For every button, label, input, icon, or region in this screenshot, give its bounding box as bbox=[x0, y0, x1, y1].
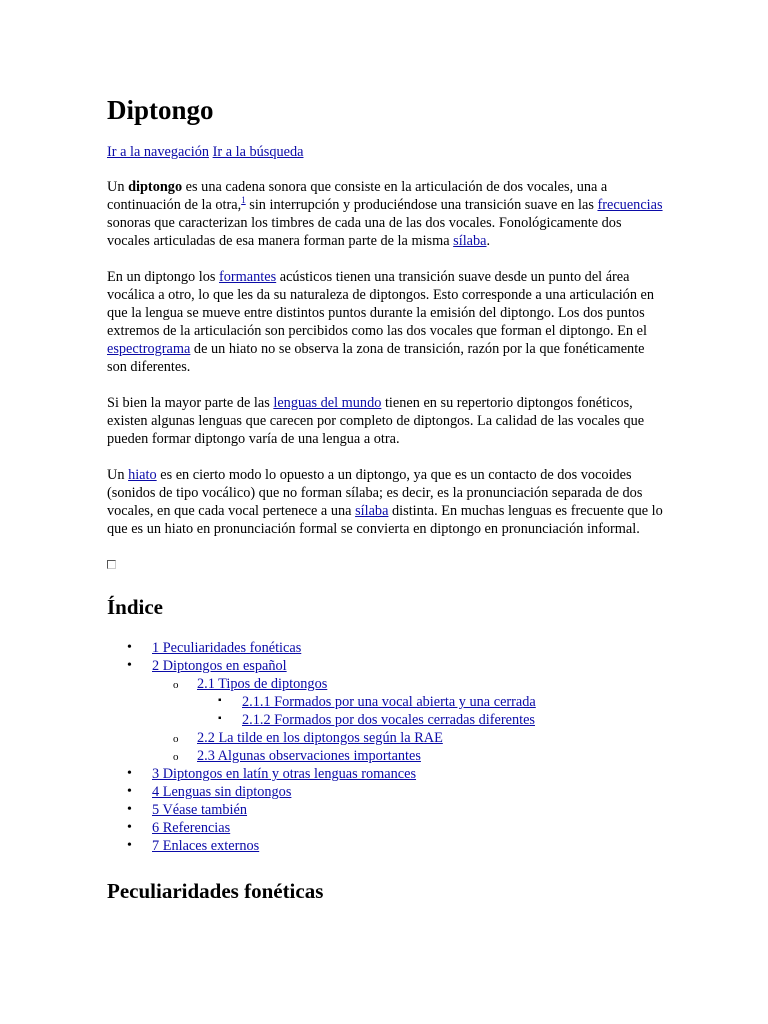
toc-item bbox=[107, 765, 667, 783]
intro-paragraph bbox=[107, 178, 667, 250]
silaba-link[interactable]: sílaba bbox=[453, 233, 487, 249]
toc-item bbox=[107, 783, 667, 801]
toc-item bbox=[107, 819, 667, 837]
square-bullet-icon: ▪ bbox=[218, 713, 222, 724]
disc-bullet-icon: • bbox=[127, 820, 132, 835]
text: tienen en su repertorio diptongos fonéticos, existen algunas lenguas que carecen por completo de diptongos. La calidad de las vocales que pueden formar diptongo varía de una lengua a otra. bbox=[107, 395, 645, 447]
espectrograma-link[interactable]: espectrograma bbox=[107, 341, 191, 357]
circle-bullet-icon: o bbox=[173, 733, 179, 745]
formantes-paragraph bbox=[107, 268, 667, 376]
toc-link[interactable]: 2.1.2 Formados por dos vocales cerradas diferentes bbox=[242, 712, 535, 728]
toc-link[interactable]: 3 Diptongos en latín y otras lenguas romances bbox=[152, 766, 417, 782]
toc-item bbox=[107, 837, 667, 855]
frecuencias-link[interactable]: frecuencias bbox=[597, 197, 663, 213]
text: sin interrupción y produciéndose una transición suave en las bbox=[245, 197, 598, 213]
table-of-contents bbox=[107, 639, 667, 855]
reference-1-link[interactable]: 1 bbox=[241, 195, 246, 206]
toc-link[interactable]: 2 Diptongos en español bbox=[152, 658, 287, 674]
hiato-link[interactable]: hiato bbox=[128, 467, 157, 483]
bold-term: diptongo bbox=[128, 179, 183, 195]
jump-to-search-link[interactable]: Ir a la búsqueda bbox=[212, 144, 304, 160]
lenguas-paragraph bbox=[107, 394, 667, 448]
disc-bullet-icon: • bbox=[127, 838, 132, 853]
text: es una cadena sonora que consiste en la articulación de dos vocales, una a continuación de la otra, bbox=[107, 179, 608, 213]
toc-link[interactable]: 2.1 Tipos de diptongos bbox=[197, 676, 328, 692]
disc-bullet-icon: • bbox=[127, 658, 132, 673]
silaba-link[interactable]: sílaba bbox=[355, 503, 389, 519]
text: sonoras que caracterizan los timbres de cada una de las dos vocales. Fonológicamente dos vocales articuladas de esa manera forman parte de la misma bbox=[107, 215, 622, 249]
toc-link[interactable]: 2.1.1 Formados por una vocal abierta y una cerrada bbox=[242, 694, 536, 710]
text: distinta. En muchas lenguas es frecuente que lo que es un hiato en pronunciación formal se convierta en diptongo en pronunciación informal. bbox=[107, 503, 663, 537]
toc-item bbox=[107, 801, 667, 819]
hiato-paragraph bbox=[107, 466, 667, 538]
square-bullet-icon: ▪ bbox=[218, 695, 222, 706]
text: es en cierto modo lo opuesto a un diptongo, ya que es un contacto de dos vocoides (sonidos de tipo vocálico) que no forman sílaba; es decir, es la pronunciación separada de dos vocales, en que cada vocal pertenece a una bbox=[107, 467, 643, 519]
circle-bullet-icon: o bbox=[173, 751, 179, 763]
toc-item bbox=[107, 729, 667, 747]
text: . bbox=[486, 233, 491, 249]
toc-link[interactable]: 2.2 La tilde en los diptongos según la RAE bbox=[197, 730, 443, 746]
toc-link[interactable]: 1 Peculiaridades fonéticas bbox=[152, 640, 302, 656]
toc-item bbox=[107, 675, 667, 693]
formantes-link[interactable]: formantes bbox=[219, 269, 277, 285]
text: Un bbox=[107, 179, 129, 195]
disc-bullet-icon: • bbox=[127, 766, 132, 781]
toc-link[interactable]: 4 Lenguas sin diptongos bbox=[152, 784, 292, 800]
disc-bullet-icon: • bbox=[127, 784, 132, 799]
toc-link[interactable]: 6 Referencias bbox=[152, 820, 231, 836]
toc-toggle-checkbox[interactable] bbox=[107, 560, 116, 569]
disc-bullet-icon: • bbox=[127, 802, 132, 817]
jump-to-navigation-link[interactable]: Ir a la navegación bbox=[107, 144, 210, 160]
toc-item bbox=[107, 657, 667, 675]
section-heading-peculiaridades: Peculiaridades fonéticas bbox=[107, 879, 324, 903]
toc-heading: Índice bbox=[107, 595, 164, 619]
text: acústicos tienen una transición suave desde un punto del área vocálica a otro, lo que les da su naturaleza de diptongos. Esto corresponde a una articulación en que la lengua se mueve entre distintos puntos durante la emisión del diptongo. Los dos puntos extremos de la articulación son percibidos como las dos vocales que forman el diptongo. En el bbox=[107, 269, 655, 339]
page-title: Diptongo bbox=[107, 95, 214, 125]
toc-link[interactable]: 7 Enlaces externos bbox=[152, 838, 260, 854]
toc-link[interactable]: 2.3 Algunas observaciones importantes bbox=[197, 748, 421, 764]
disc-bullet-icon: • bbox=[127, 640, 132, 655]
lenguas-del-mundo-link[interactable]: lenguas del mundo bbox=[273, 395, 382, 411]
text: de un hiato no se observa la zona de transición, razón por la que fonéticamente son diferentes. bbox=[107, 341, 645, 375]
toc-item bbox=[107, 639, 667, 657]
text: En un diptongo los bbox=[107, 269, 219, 285]
text: Si bien la mayor parte de las bbox=[107, 395, 274, 411]
toc-item bbox=[107, 711, 667, 729]
toc-link[interactable]: 5 Véase también bbox=[152, 802, 248, 818]
toc-item bbox=[107, 693, 667, 711]
toc-item bbox=[107, 747, 667, 765]
text: Un bbox=[107, 467, 129, 483]
circle-bullet-icon: o bbox=[173, 679, 179, 691]
jump-links bbox=[107, 143, 667, 161]
